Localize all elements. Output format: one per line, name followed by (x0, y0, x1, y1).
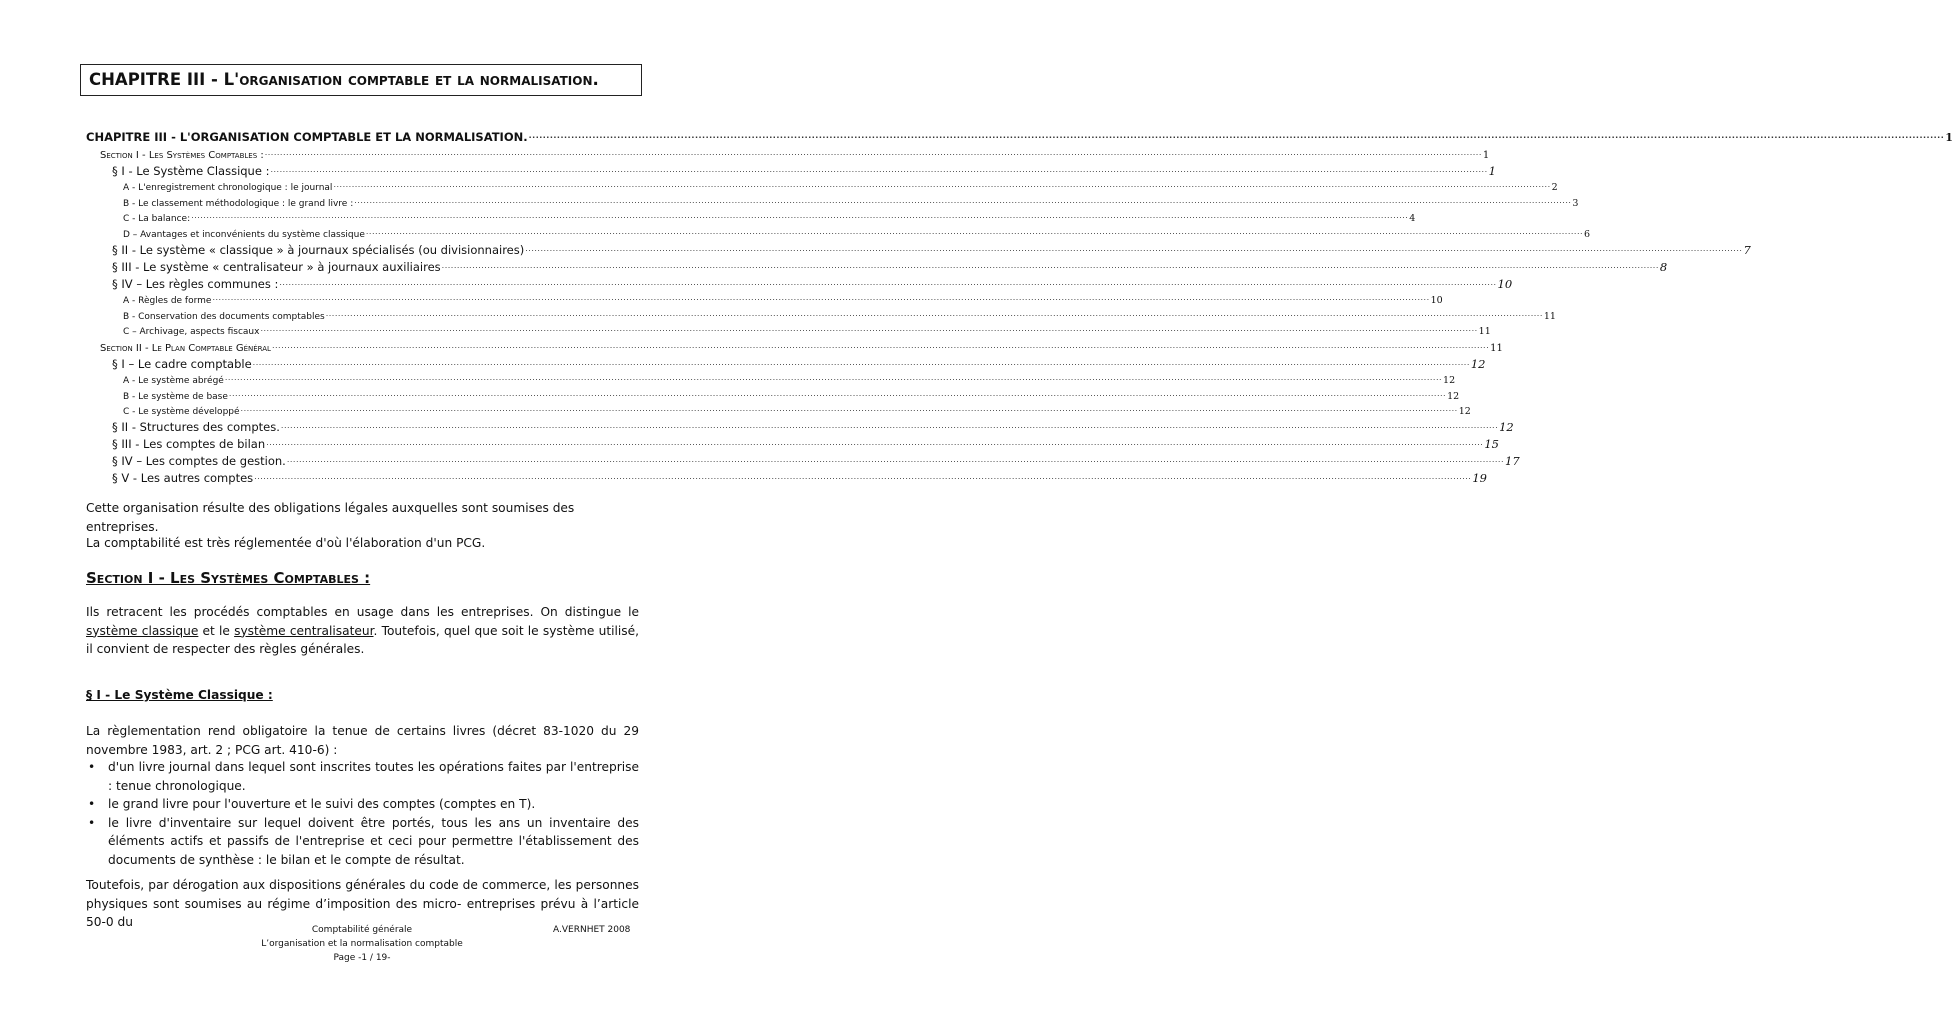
toc-leader-dots: ................................................................................................................................................................................................................................................................................................................................................................................................................ (254, 472, 1472, 482)
toc-entry[interactable] (86, 257, 1668, 274)
toc-entry[interactable] (86, 468, 1487, 486)
toc-leader-dots: ................................................................................................................................................................................................................................................................................................................................................................................................................ (212, 293, 1430, 303)
toc-entry[interactable] (86, 118, 1953, 144)
toc-entry-label: § II - Le système « classique » à journaux spécialisés (ou divisionnaires) (112, 242, 525, 257)
section-paragraph (86, 603, 639, 659)
toc-entry[interactable] (86, 240, 1751, 257)
toc-entry[interactable] (86, 193, 1579, 209)
toc-entry-label: CHAPITRE III - L'ORGANISATION COMPTABLE ET LA NORMALISATION. (86, 130, 528, 144)
bullet-list (86, 758, 639, 869)
toc-entry-page: 12 (1458, 406, 1471, 418)
toc-entry-page: 15 (1484, 437, 1499, 452)
toc-entry[interactable] (86, 402, 1471, 418)
toc-leader-dots: ................................................................................................................................................................................................................................................................................................................................................................................................................ (325, 308, 1543, 318)
toc-entry-page: 10 (1497, 276, 1513, 291)
toc-leader-dots: ................................................................................................................................................................................................................................................................................................................................................................................................................ (365, 226, 1584, 236)
toc-leader-dots: ................................................................................................................................................................................................................................................................................................................................................................................................................ (333, 180, 1551, 190)
toc-entry-label: § III - Le système « centralisateur » à journaux auxiliaires (112, 259, 441, 274)
toc-entry[interactable] (86, 451, 1520, 469)
toc-entry-label: D – Avantages et inconvénients du système classique (123, 229, 365, 240)
toc-entry-page: 4 (1409, 213, 1416, 225)
paragraph-text: Ils retracent les procédés comptables en usage dans les entreprises. On distingue le (86, 605, 639, 619)
paragraph-text: et le (198, 623, 235, 638)
list-item-text: d'un livre journal dans lequel sont inscrites toutes les opérations faites par l'entreprise : tenue chronologique. (108, 760, 639, 793)
toc-entry-label: § I - Le Système Classique : (112, 163, 270, 178)
toc-leader-dots: ................................................................................................................................................................................................................................................................................................................................................................................................................ (240, 404, 1458, 414)
toc-entry-label: B - Le classement méthodologique : le grand livre : (123, 198, 354, 209)
toc-leader-dots: ................................................................................................................................................................................................................................................................................................................................................................................................................ (224, 373, 1443, 383)
toc-leader-dots: ................................................................................................................................................................................................................................................................................................................................................................................................................ (279, 277, 1497, 287)
toc-leader-dots: ................................................................................................................................................................................................................................................................................................................................................................................................................ (280, 421, 1499, 431)
toc-entry-label: § I – Le cadre comptable (112, 356, 252, 371)
toc-entry-label: § IV – Les règles communes : (112, 276, 279, 291)
toc-entry-label: C - La balance: (123, 214, 191, 225)
toc-entry[interactable] (86, 417, 1514, 435)
toc-entry-label: C - Le système développé (123, 407, 240, 418)
bullet-icon: • (88, 797, 96, 811)
toc-entry-label: § V - Les autres comptes (112, 471, 254, 486)
toc-leader-dots: ................................................................................................................................................................................................................................................................................................................................................................................................................ (271, 340, 1490, 350)
toc-entry[interactable] (86, 161, 1496, 178)
toc-leader-dots: ................................................................................................................................................................................................................................................................................................................................................................................................................ (228, 388, 1447, 398)
toc-entry[interactable] (86, 434, 1499, 452)
toc-entry-label: § II - Structures des comptes. (112, 420, 280, 435)
toc-entry-page: 10 (1430, 295, 1443, 307)
toc-entry-page: 3 (1572, 197, 1579, 209)
footer-center (242, 923, 482, 965)
toc-entry-page: 6 (1584, 228, 1591, 240)
toc-entry[interactable] (86, 224, 1591, 240)
list-item (86, 814, 639, 870)
toc-leader-dots: ................................................................................................................................................................................................................................................................................................................................................................................................................ (528, 131, 1945, 140)
toc-entry-page: 1 (1482, 149, 1490, 161)
bullet-icon: • (88, 760, 96, 774)
toc-entry[interactable] (86, 306, 1556, 322)
toc-entry-label: C – Archivage, aspects fiscaux (123, 327, 260, 338)
toc-entry-label: Section II - Le Plan Comptable Général (100, 342, 271, 354)
intro-paragraph-2: La comptabilité est très réglementée d'où l'élaboration d'un PCG. (86, 536, 486, 550)
toc-entry[interactable] (86, 386, 1460, 402)
bullet-icon: • (88, 815, 96, 830)
toc-leader-dots: ................................................................................................................................................................................................................................................................................................................................................................................................................ (191, 211, 1409, 221)
list-item-text: le livre d'inventaire sur lequel doivent être portés, tous les ans un inventaire des éléments actifs et passifs de l'entreprise et ceci pour permettre l'établissement des documents de synthèse : le bilan et le compte de résultat. (108, 815, 639, 867)
toc-leader-dots: ................................................................................................................................................................................................................................................................................................................................................................................................................ (286, 455, 1505, 465)
toc-leader-dots: ................................................................................................................................................................................................................................................................................................................................................................................................................ (270, 164, 1488, 174)
footer-author: A.VERNHET 2008 (553, 925, 631, 935)
intro-paragraph-1: Cette organisation résulte des obligations légales auxquelles sont soumises des entreprises. (86, 501, 575, 534)
toc-entry-page: 1 (1945, 131, 1953, 144)
toc-entry[interactable] (86, 209, 1416, 225)
regulation-paragraph: La règlementation rend obligatoire la tenue de certains livres (décret 83-1020 du 29 novembre 1983, art. 2 ; PCG art. 410-6) : (86, 724, 639, 757)
toc-entry[interactable] (86, 274, 1513, 291)
toc-entry-page: 11 (1478, 326, 1491, 338)
toc-entry[interactable] (86, 371, 1456, 387)
toc-entry-page: 11 (1490, 342, 1503, 354)
toc-leader-dots: ................................................................................................................................................................................................................................................................................................................................................................................................................ (525, 243, 1743, 253)
section-heading: Section I - Les Systèmes Comptables : (86, 569, 371, 587)
toc-leader-dots: ................................................................................................................................................................................................................................................................................................................................................................................................................ (441, 260, 1659, 270)
toc-entry-label: § III - Les comptes de bilan (112, 437, 266, 452)
toc-entry-page: 12 (1443, 375, 1456, 387)
toc-entry-page: 11 (1543, 310, 1556, 322)
toc-entry-page: 12 (1499, 420, 1514, 435)
toc-entry[interactable] (86, 322, 1491, 338)
toc-entry-label: A - Règles de forme (123, 296, 212, 307)
footer-chapter: L’organisation et la normalisation comptable (261, 939, 463, 949)
toc-entry-label: B - Conservation des documents comptables (123, 311, 325, 322)
toc-entry-page: 19 (1472, 471, 1487, 486)
toc-entry[interactable] (86, 337, 1503, 354)
toc-entry-label: B - Le système de base (123, 391, 228, 402)
toc-entry-page: 1 (1488, 163, 1496, 178)
toc-entry-page: 8 (1659, 259, 1668, 274)
subsection-heading: § I - Le Système Classique : (86, 688, 273, 702)
toc-leader-dots: ................................................................................................................................................................................................................................................................................................................................................................................................................ (260, 324, 1478, 334)
toc-entry-page: 7 (1743, 242, 1751, 257)
toc-entry[interactable] (86, 144, 1490, 161)
chapter-title-rest: organisation comptable et la normalisation. (239, 70, 599, 89)
toc-entry-label: A - Le système abrégé (123, 376, 224, 387)
toc-entry-page: 12 (1447, 390, 1460, 402)
toc-entry-label: Section I - Les Systèmes Comptables : (100, 149, 264, 161)
toc-entry-page: 2 (1551, 182, 1558, 194)
footer-course: Comptabilité générale (311, 925, 413, 935)
underlined-term-classique: système classique (86, 623, 199, 638)
toc-leader-dots: ................................................................................................................................................................................................................................................................................................................................................................................................................ (266, 438, 1484, 448)
toc-entry[interactable] (86, 291, 1443, 307)
footer-page-number: Page -1 / 19- (333, 953, 391, 963)
table-of-contents (86, 118, 1953, 486)
toc-entry-page: 17 (1505, 454, 1520, 469)
toc-entry[interactable] (86, 354, 1486, 371)
list-item (86, 795, 639, 814)
toc-leader-dots: ................................................................................................................................................................................................................................................................................................................................................................................................................ (252, 357, 1470, 367)
list-item-text: le grand livre pour l'ouverture et le suivi des comptes (comptes en T). (108, 797, 536, 811)
chapter-title-box (80, 64, 642, 96)
toc-entry-label: § IV – Les comptes de gestion. (112, 454, 286, 469)
toc-leader-dots: ................................................................................................................................................................................................................................................................................................................................................................................................................ (264, 147, 1482, 157)
toc-leader-dots: ................................................................................................................................................................................................................................................................................................................................................................................................................ (354, 195, 1572, 205)
chapter-title-prefix: CHAPITRE III - L' (89, 70, 240, 89)
toc-entry-label: A - L'enregistrement chronologique : le journal (123, 183, 333, 194)
paragraph-text: . Toutefois, quel que soit le système utilisé, il convient de respecter des règles générales. (86, 623, 639, 656)
derogation-paragraph: Toutefois, par dérogation aux dispositions générales du code de commerce, les personnes physiques sont soumises au régime d’imposition des micro- entreprises prévu à l’article 50-0 du (86, 878, 639, 929)
list-item (86, 758, 639, 795)
toc-entry-page: 12 (1470, 356, 1486, 371)
underlined-term-centralisateur: système centralisateur (234, 623, 374, 638)
toc-entry[interactable] (86, 178, 1558, 194)
